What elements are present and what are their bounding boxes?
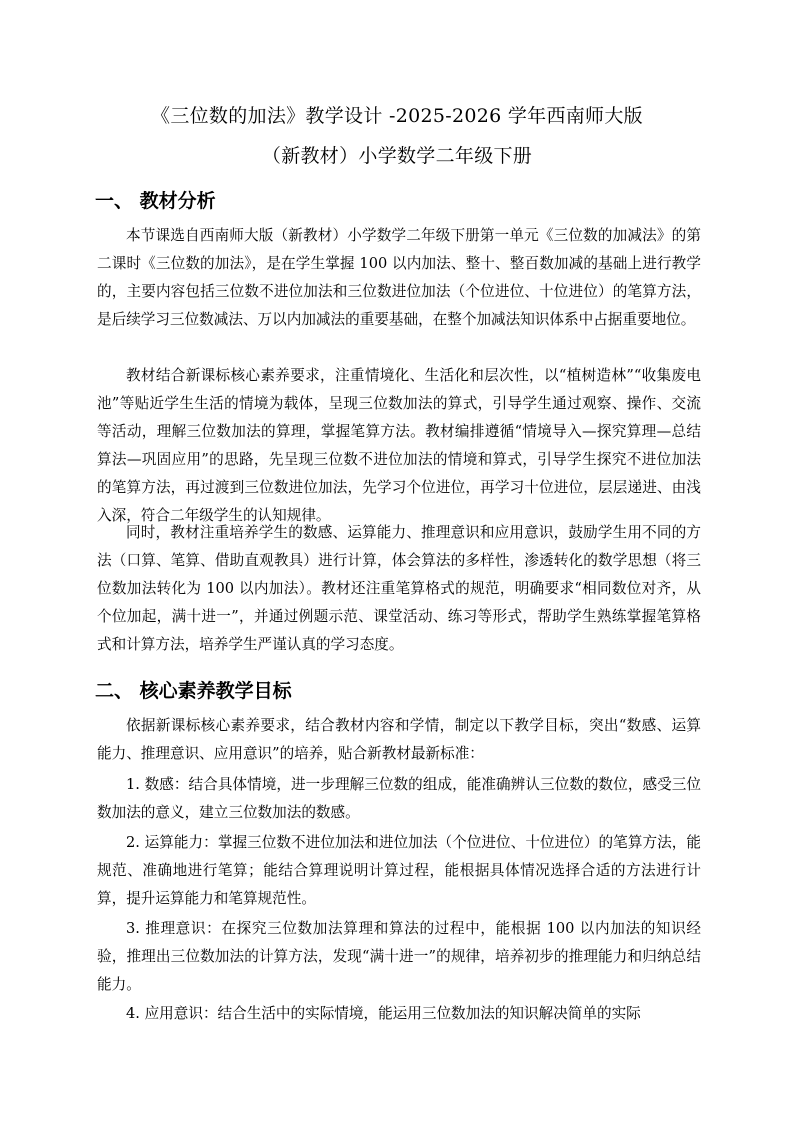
document-title-line-1: 《三位数的加法》教学设计 -2025-2026 学年西南师大版: [151, 105, 643, 127]
section-heading-textbook-analysis: 一、 教材分析: [95, 190, 216, 212]
list-item-goal-application: 4. 应用意识：结合生活中的实际情境，能运用三位数加法的知识解决简单的实际: [126, 1005, 641, 1022]
paragraph-goals-intro: 依据新课标核心素养要求，结合教材内容和学情，制定以下教学目标，突出“数感、运算能力、推理意识、应用意识”的培养，贴合新教材最新标准：: [97, 717, 701, 762]
section-heading-core-goals: 二、 核心素养教学目标: [95, 680, 292, 702]
document-title-line-2: （新教材）小学数学二年级下册: [261, 145, 533, 167]
list-item-goal-reasoning: 3. 推理意识：在探究三位数加法算理和算法的过程中，能根据 100 以内加法的知识经验，推理出三位数加法的计算方法，发现“满十进一”的规律，培养初步的推理能力和归纳总结能力。: [97, 920, 701, 993]
list-item-goal-computation: 2. 运算能力：掌握三位数不进位加法和进位加法（个位进位、十位进位）的笔算方法，能规范、准确地进行笔算；能结合算理说明计算过程，能根据具体情况选择合适的方法进行计算，提升运算能力和笔算规范性。: [97, 834, 701, 907]
paragraph-textbook-analysis-2: 教材结合新课标核心素养要求，注重情境化、生活化和层次性，以“植树造林”“收集废电池”等贴近学生生活的情境为载体，呈现三位数加法的算式，引导学生通过观察、操作、交流等活动，理解三位数加法的算理，掌握笔算方法。教材编排遵循“情境导入—探究算理—总结算法—巩固应用”的思路，先呈现三位数不进位加法的情境和算式，引导学生探究不进位加法的笔算方法，再过渡到三位数进位加法，先学习个位进位，再学习十位进位，层层递进、由浅入深，符合二年级学生的认知规律。: [97, 367, 701, 524]
paragraph-textbook-analysis-3: 同时，教材注重培养学生的数感、运算能力、推理意识和应用意识，鼓励学生用不同的方法（口算、笔算、借助直观教具）进行计算，体会算法的多样性，渗透转化的数学思想（将三位数加法转化为 100 以内加法）。教材还注重笔算格式的规范，明确要求“相同数位对齐，从个位加起，满十进一”，并通过例题示范、课堂活动、练习等形式，帮助学生熟练掌握笔算格式和计算方法，培养学生严谨认真的学习态度。: [97, 524, 701, 653]
paragraph-textbook-analysis-1: 本节课选自西南师大版（新教材）小学数学二年级下册第一单元《三位数的加减法》的第二课时《三位数的加法》，是在学生掌握 100 以内加法、整十、整百数加减的基础上进行教学的，主要内容包括三位数不进位加法和三位数进位加法（个位进位、十位进位）的笔算方法，是后续学习三位数减法、万以内加减法的重要基础，在整个加减法知识体系中占据重要地位。: [97, 227, 701, 328]
list-item-goal-number-sense: 1. 数感：结合具体情境，进一步理解三位数的组成，能准确辨认三位数的数位，感受三位数加法的意义，建立三位数加法的数感。: [97, 776, 701, 821]
